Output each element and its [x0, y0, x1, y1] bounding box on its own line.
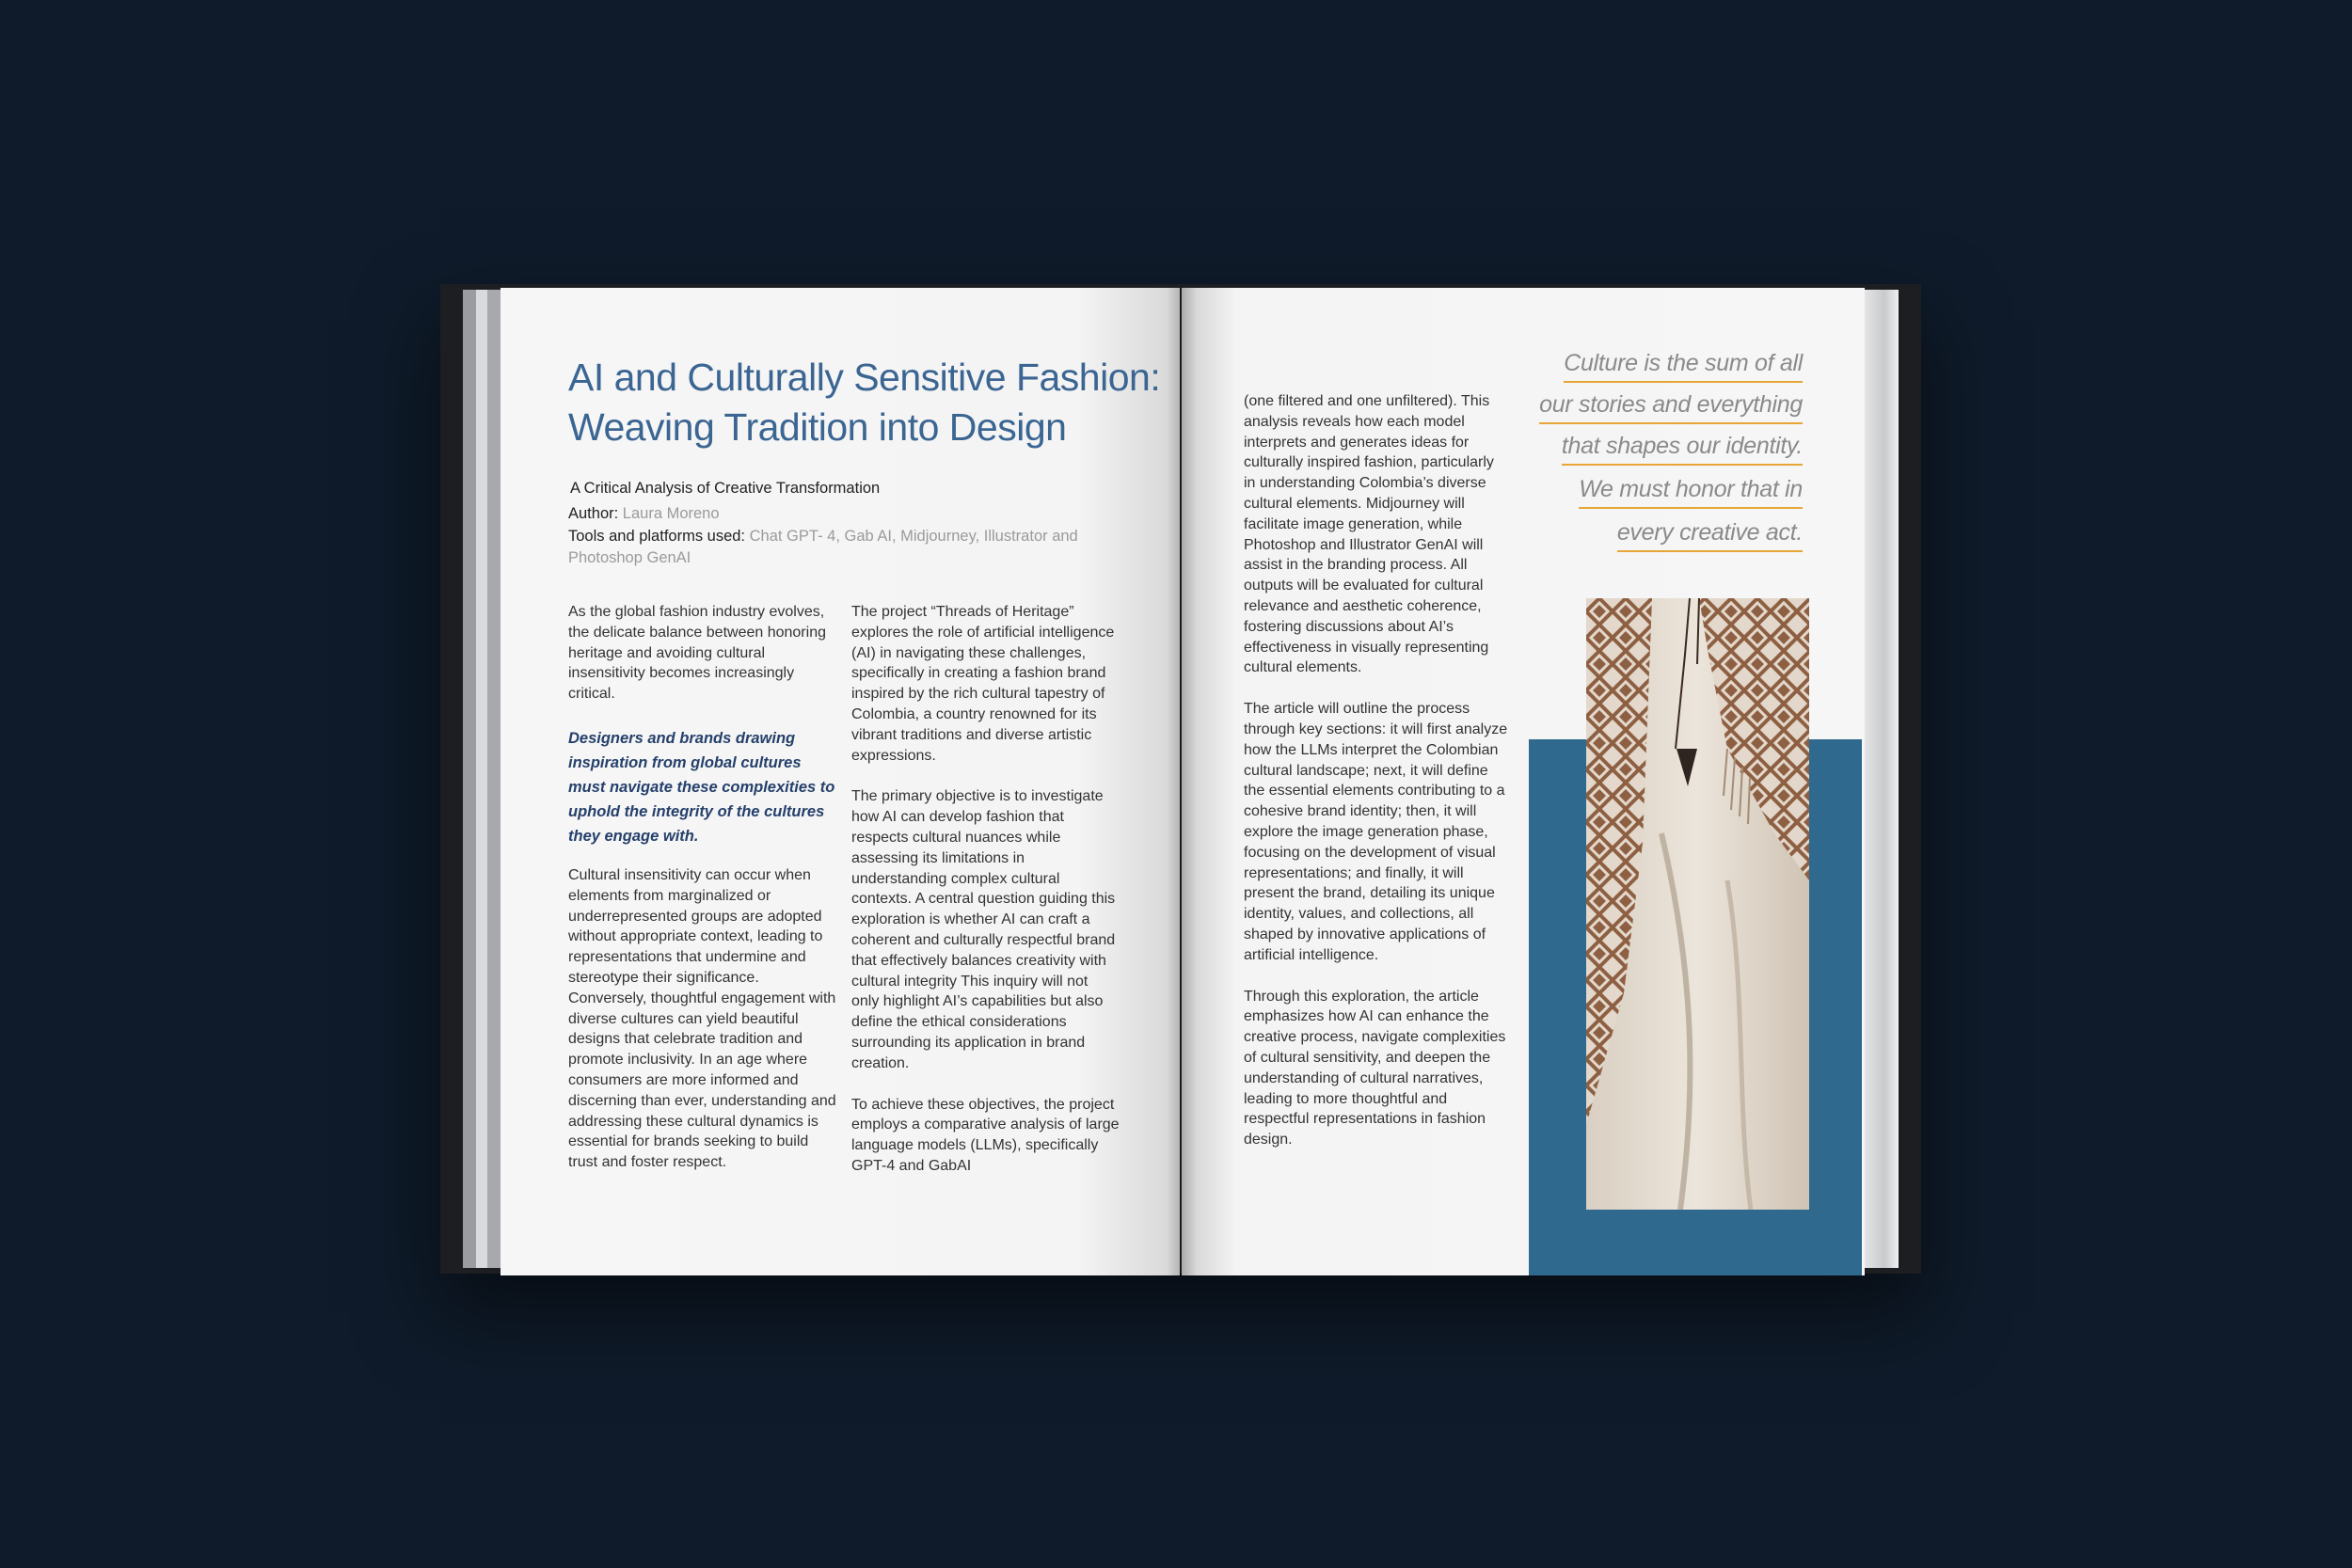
tools-line — [568, 526, 1133, 569]
paragraph: The project “Threads of Heritage” explores the role of artificial intelligence (AI) in navigating these challenges, specifically in creating a fashion brand inspired by the rich cultural tapestry of Colombia, a country renowned for its vibrant traditions and diverse artistic expressions. — [851, 604, 1115, 764]
book-gutter-shadow — [1167, 288, 1197, 1275]
quote-line: We must honor that in — [1579, 476, 1803, 509]
paragraph: As the global fashion industry evolves, the delicate balance between honoring heritage and avoiding cultural insensitivity becomes increasingly critical. — [568, 604, 826, 703]
article-title-line-1: AI and Culturally Sensitive Fashion: — [568, 356, 1161, 399]
author-label: Author: — [568, 505, 619, 522]
right-page-edge — [1863, 290, 1899, 1268]
tools-value-cont: Photoshop GenAI — [568, 549, 691, 566]
tools-label: Tools and platforms used: — [568, 528, 746, 545]
paragraph: The article will outline the process through key sections: it will first analyze how the LLMs interpret the Colombian cultural landscape; next, it will define the essential elements contributing to a cohesive brand identity; then, it will explore the image generation phase, focusing on the development of visual representations; and finally, it will present the brand, detailing its unique identity, values, and collections, all shaped by innovative applications of artificial intelligence. — [1244, 701, 1508, 963]
right-column-text — [1244, 391, 1509, 1171]
tools-value: Chat GPT- 4, Gab AI, Midjourney, Illustrator and — [749, 528, 1078, 545]
left-column-2 — [851, 602, 1120, 1197]
article-title — [568, 353, 1170, 452]
article-subtitle: A Critical Analysis of Creative Transformation — [570, 480, 881, 497]
paragraph: To achieve these objectives, the project employs a comparative analysis of large language models (LLMs), specifically GPT-4 and GabAI — [851, 1096, 1120, 1174]
pull-quote: Designers and brands drawing inspiration from global cultures must navigate these complexities to uphold the integrity of the cultures they engage with. — [568, 730, 835, 845]
left-column-1-body — [568, 865, 841, 1194]
paragraph: Through this exploration, the article emphasizes how AI can enhance the creative process, navigate complexities of cultural sensitivity, and deepen the understanding of cultural narratives, leading to more thoughtful and respectful representations in fashion design. — [1244, 988, 1506, 1148]
quote-line: every creative act. — [1617, 519, 1803, 552]
culture-quote — [1539, 350, 1803, 566]
textile-poncho-photo — [1586, 598, 1809, 1210]
page-edge-stripe — [487, 290, 501, 1268]
woven-textile-illustration — [1586, 598, 1809, 1210]
paragraph: (one filtered and one unfiltered). This analysis reveals how each model interprets and generates ideas for culturally inspired fashion, particularly in understanding Colombia’s diverse cultural elements. Midjourney will facilitate image generation, while Photoshop and Illustrator GenAI will assist in the branding process. All outputs will be evaluated for cultural relevance and aesthetic coherence, fostering discussions about AI’s effectiveness in visually representing cultural elements. — [1244, 393, 1494, 676]
paragraph: The primary objective is to investigate how AI can develop fashion that respects cultural nuances while assessing its limitations in understanding complex cultural contexts. A central question guiding this exploration is whether AI can craft a coherent and culturally respectful brand that effectively balances creativity with cultural integrity This inquiry will not only highlight AI’s capabilities but also define the ethical considerations surrounding its application in brand creation. — [851, 788, 1116, 1071]
paragraph: Cultural insensitivity can occur when elements from marginalized or underrepresented groups are adopted without appropriate context, leading to representations that undermine and stereotype their significance. Conversely, thoughtful engagement with diverse cultures can yield beautiful designs that celebrate tradition and promote inclusivity. In an age where consumers are more informed and discerning than ever, understanding and addressing these cultural dynamics is essential for brands seeking to build trust and foster respect. — [568, 867, 836, 1171]
quote-line: Culture is the sum of all — [1564, 350, 1803, 383]
quote-line: that shapes our identity. — [1562, 433, 1803, 466]
quote-line: our stories and everything — [1539, 391, 1803, 424]
author-name: Laura Moreno — [622, 505, 720, 522]
left-column-1-intro — [568, 602, 839, 725]
article-title-line-2: Weaving Tradition into Design — [568, 405, 1067, 449]
page-edge-stripe — [476, 290, 487, 1268]
author-line — [568, 503, 1133, 525]
page-edge-stripe — [463, 290, 476, 1268]
